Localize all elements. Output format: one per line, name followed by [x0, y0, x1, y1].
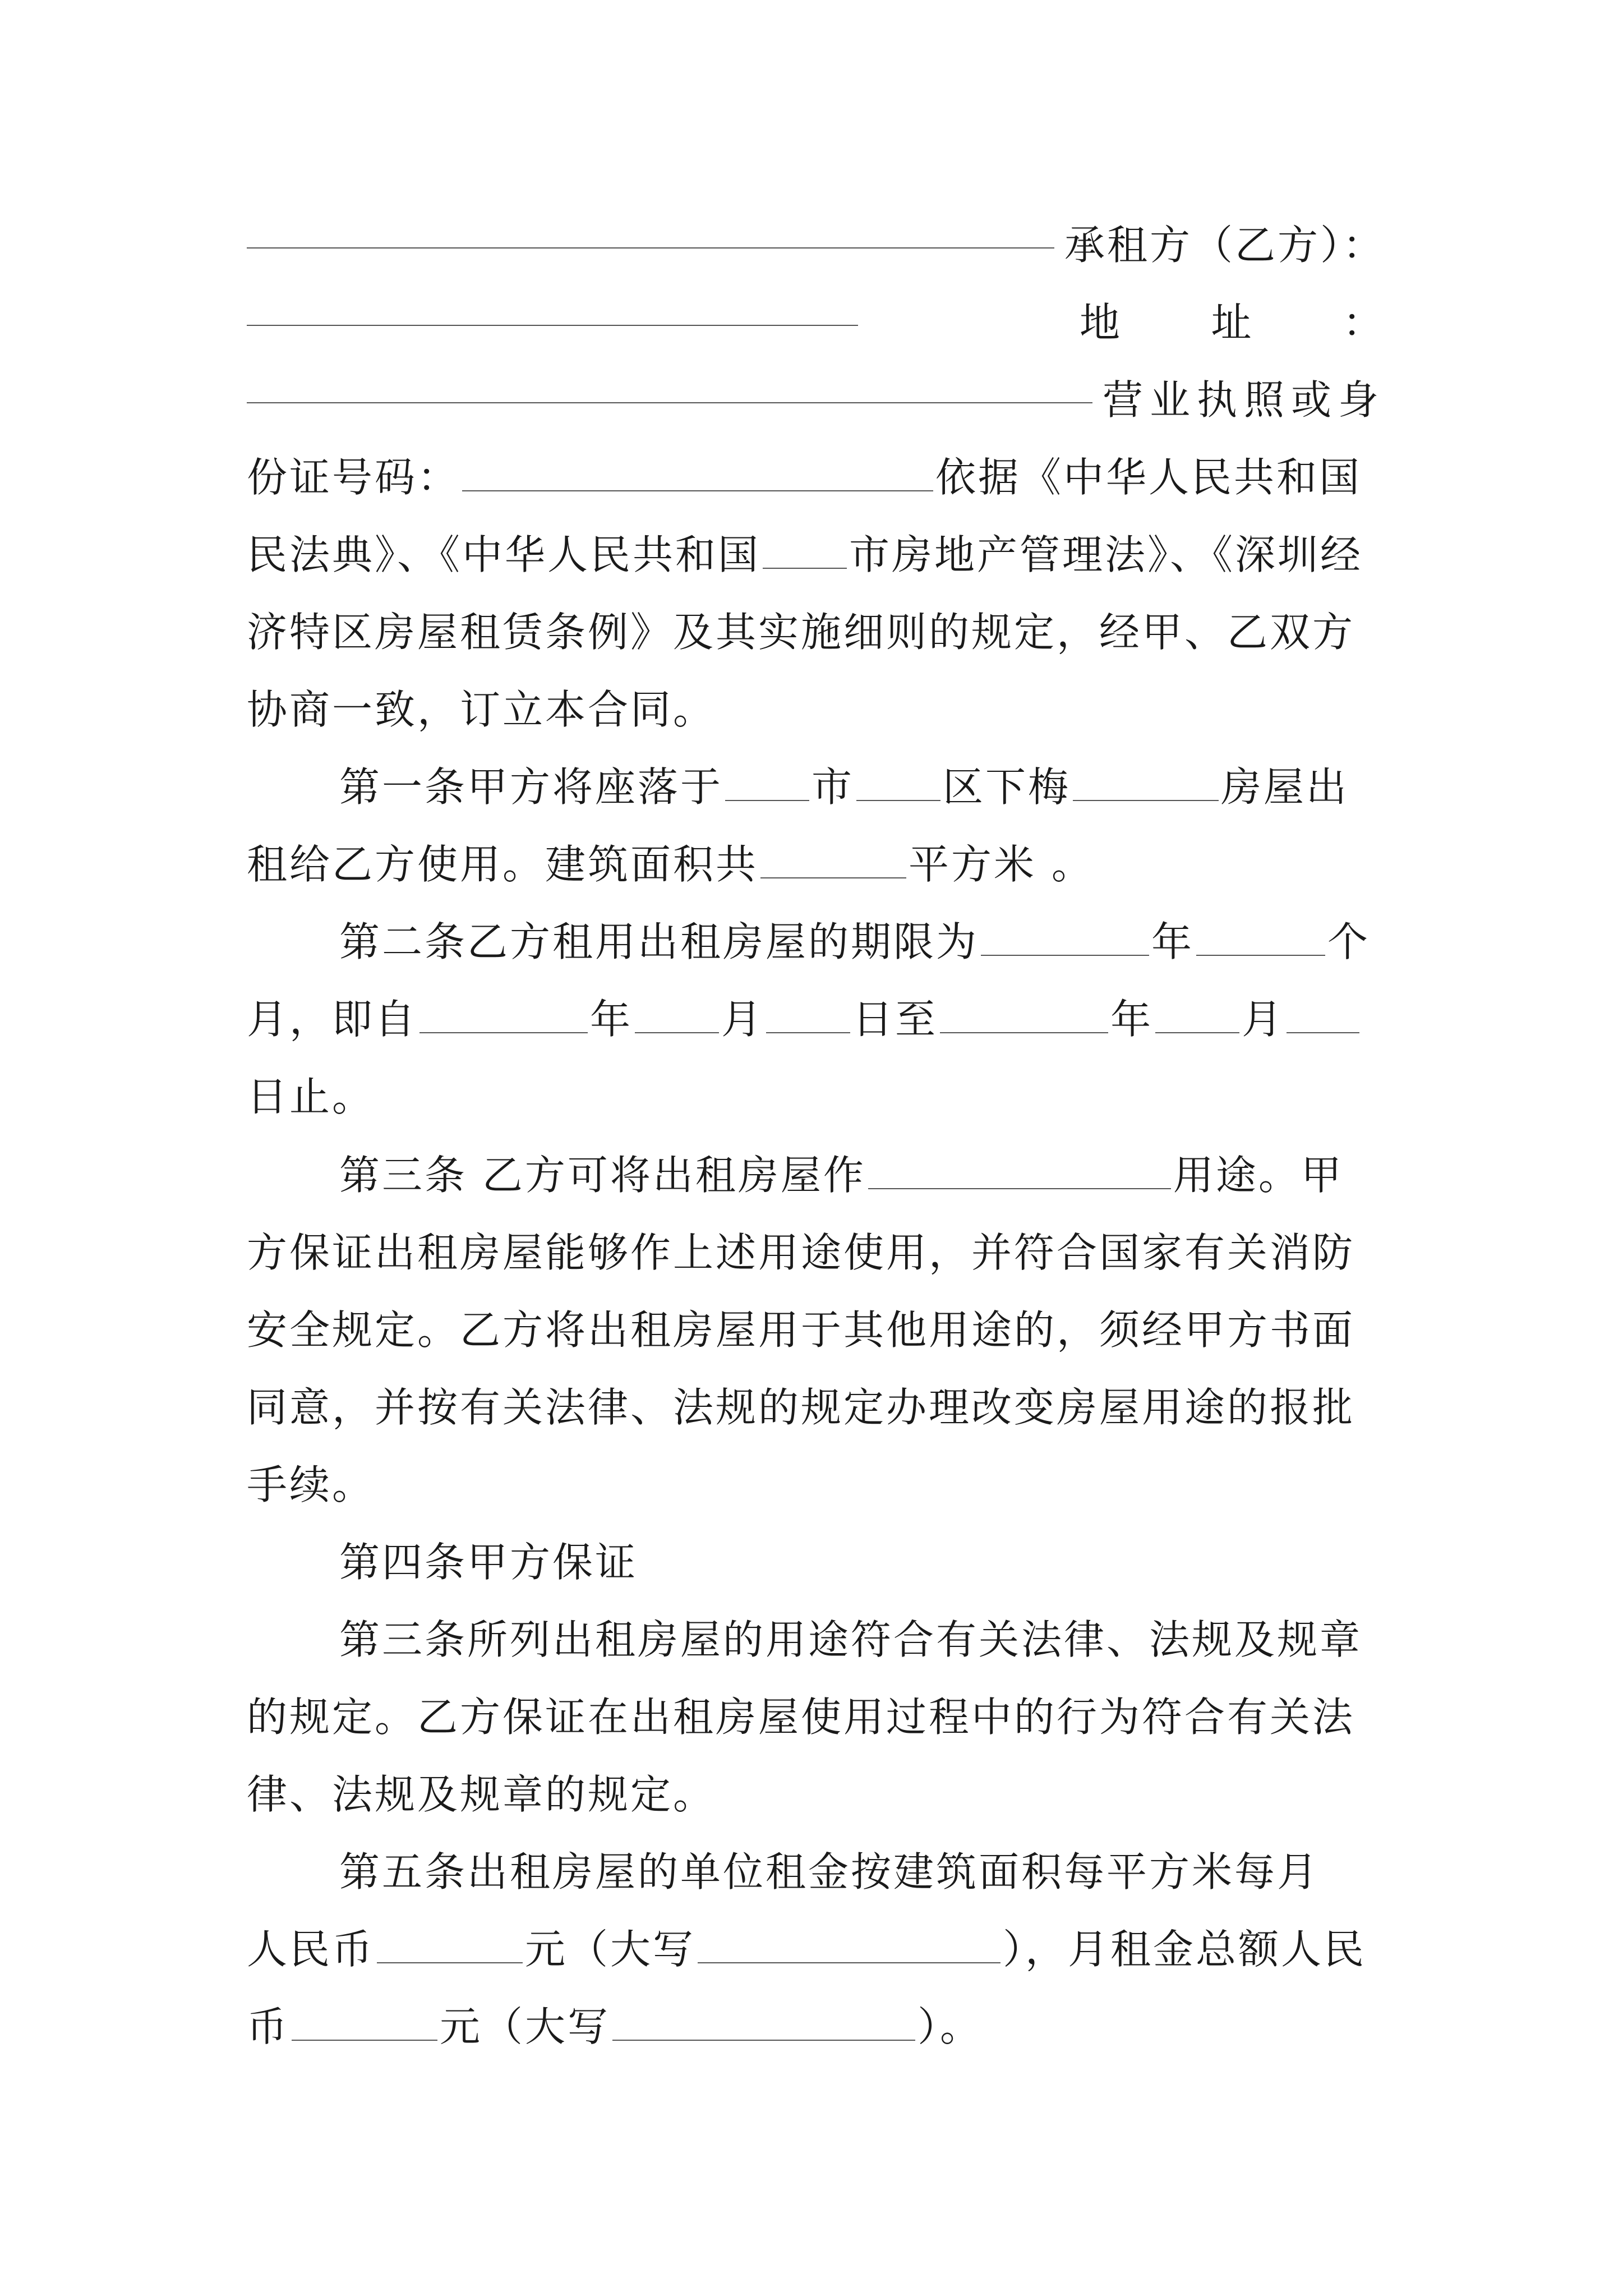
blank-field: [698, 1927, 1000, 1963]
preamble-line: 民法典》、《中华人民共和国 市房地产管理法》、《深圳经: [247, 531, 1363, 578]
article-2-line: 第二条乙方租用出租房屋的期限为 年 个: [339, 918, 1371, 965]
blank-field: [1073, 765, 1219, 801]
preamble-line: 协商一致，订立本合同。: [247, 686, 716, 733]
article-3-line: 手续。: [247, 1461, 375, 1508]
preamble-line: 济特区房屋租赁条例》及其实施细则的规定，经甲、乙双方: [247, 609, 1355, 656]
blank-field: [247, 361, 1092, 403]
blank-field: [419, 997, 588, 1033]
article-3-line: 安全规定。乙方将出租房屋用于其他用途的，须经甲方书面: [247, 1306, 1355, 1354]
blank-field: [1155, 997, 1239, 1033]
basis-line: 份证号码： 依据《中华人民共和国: [247, 454, 1362, 501]
blank-field: [377, 1927, 523, 1963]
id-label: 营业执照或身: [1102, 376, 1385, 424]
id-line: [247, 361, 1385, 439]
article-2-line: 日止。: [247, 1073, 375, 1120]
blank-field: [868, 1153, 1171, 1189]
article-4-line: 第三条所列出租房屋的用途符合有关法律、法规及规章: [339, 1616, 1363, 1663]
blank-field: [981, 920, 1149, 956]
article-5-line: 第五条出租房屋的单位租金按建筑面积每平方米每月: [339, 1848, 1320, 1895]
article-4-line: 律、法规及规章的规定。: [247, 1771, 716, 1818]
blank-field: [856, 765, 940, 801]
article-5-line: 人民币 元（大写 ），月租金总额人民: [247, 1926, 1367, 1973]
article-2-line: 月，即自 年 月 日至 年 月: [247, 980, 1385, 1059]
article-1-line: 第一条甲方将座落于 市 区下梅 房屋出: [339, 763, 1349, 811]
blank-field: [763, 533, 847, 569]
blank-field: [462, 455, 933, 491]
blank-field: [766, 997, 850, 1033]
blank-field: [760, 843, 906, 878]
article-3-line: 同意，并按有关法律、法规的规定办理改变房屋用途的报批: [247, 1384, 1355, 1431]
tenant-label: 承租方（乙方）：: [1064, 222, 1385, 269]
tenant-line: [247, 206, 1385, 284]
address-label: 地 址 ：: [1080, 299, 1385, 346]
blank-field: [292, 2005, 437, 2041]
blank-field: [247, 206, 1054, 249]
blank-field: [1287, 997, 1359, 1033]
article-4-line: 的规定。乙方保证在出租房屋使用过程中的行为符合有关法: [247, 1694, 1355, 1741]
article-5-line: 币 元（大写 ）。: [247, 2003, 983, 2050]
article-4-title: 第四条甲方保证: [339, 1539, 638, 1586]
blank-field: [612, 2005, 915, 2041]
address-line: [247, 283, 1385, 362]
article-3-line: 第三条 乙方可将出租房屋作 用途。甲: [339, 1152, 1344, 1199]
blank-field: [247, 283, 858, 326]
article-1-line: 租给乙方使用。建筑面积共 平方米 。: [247, 841, 1094, 888]
blank-field: [940, 997, 1108, 1033]
blank-field: [725, 765, 809, 801]
blank-field: [635, 997, 719, 1033]
article-3-line: 方保证出租房屋能够作上述用途使用，并符合国家有关消防: [247, 1229, 1355, 1276]
blank-field: [1196, 920, 1325, 956]
